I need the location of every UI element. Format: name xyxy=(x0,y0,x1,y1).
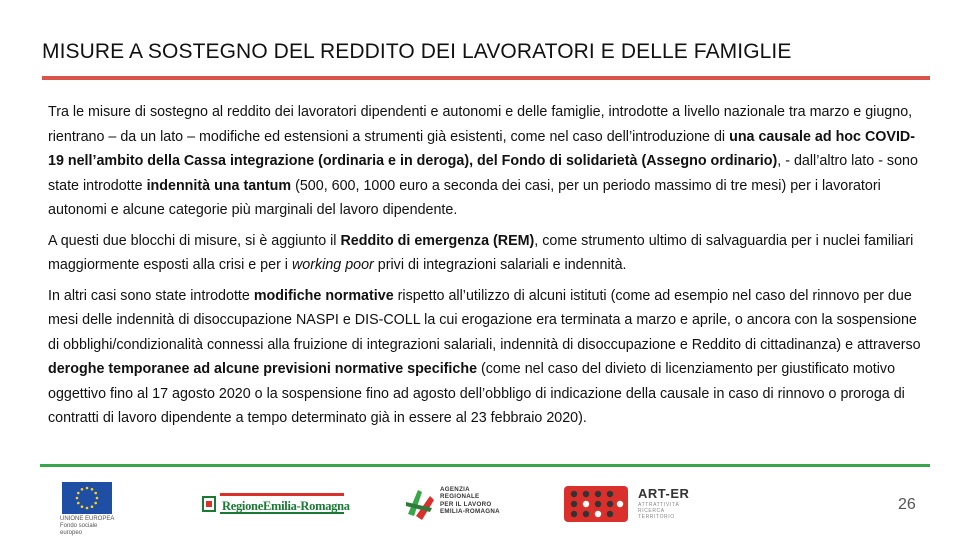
slide-title: MISURE A SOSTEGNO DEL REDDITO DEI LAVORATORI E DELLE FAMIGLIE xyxy=(42,40,792,63)
title-divider xyxy=(42,76,930,80)
agenzia-line: EMILIA-ROMAGNA xyxy=(440,508,500,516)
text-run: Tra le misure di sostegno al reddito dei lavoratori dipendenti e autonomi e delle famiglie, introdotte a livello nazionale tra marzo e giugno, rientrano – da un lato – modifiche ed estensioni a strumenti già esistenti, come nel caso dell’introduzione di xyxy=(48,104,913,145)
text-run: In altri casi sono state introdotte xyxy=(48,287,254,304)
agenzia-line: AGENZIA xyxy=(440,486,470,493)
text-run: , - dall’altro lato - sono state introdotte xyxy=(48,153,918,194)
arter-sub-line: TERRITORIO xyxy=(638,514,675,520)
bold-run: modifiche normative xyxy=(253,287,394,304)
italic-run: working poor xyxy=(291,257,374,273)
arter-sub-line: RICERCA xyxy=(638,508,665,514)
agenzia-line: REGIONALE xyxy=(440,493,480,501)
bold-run: Reddito di emergenza (REM) xyxy=(340,232,535,249)
text-run: (500, 600, 1000 euro a seconda dei casi, per un periodo massimo di tre mesi) per i lavoratori autonomi e alcune categorie più marginali del lavoro dipendente. xyxy=(48,177,881,218)
paragraph-1 xyxy=(48,100,928,223)
text-run: rispetto all’utilizzo di alcuni istituti (come ad esempio nel caso del rinnovo per due mesi delle indennità di disoccupazione NASPI e DIS-COLL la cui erogazione era terminata a marzo e aprile, o ancora con la sospensione di obblighi/condizionalità connessi alla fruizione di integrazioni salariali, indennità di disoccupazione e Reddito di cittadinanza) e attraverso xyxy=(48,287,921,353)
arter-logo-text: ART-ER xyxy=(638,486,690,501)
eu-flag-icon xyxy=(62,482,112,514)
eu-caption: UNIONE EUROPEA Fondo sociale europeo xyxy=(60,516,115,536)
text-run: A questi due blocchi di misure, si è aggiunto il xyxy=(48,232,341,249)
bold-run: indennità una tantum xyxy=(146,177,292,194)
bold-run: una causale ad hoc COVID-19 nell’ambito della Cassa integrazione (ordinaria e in deroga), del Fondo di solidarietà (Assegno ordinario) xyxy=(48,128,916,169)
paragraph-3 xyxy=(48,284,928,431)
text-run: privi di integrazioni salariali e indennità. xyxy=(373,257,627,273)
paragraph-2 xyxy=(48,229,928,278)
body-text xyxy=(48,100,928,437)
text-run: (come nel caso del divieto di licenziamento per giustificato motivo oggettivo fino al 17 agosto 2020 o la sospensione fino ad agosto dell’obbligo di indicazione della causale in caso di rinnovo o proroga di contratti di lavoro dipendente a tempo determinato già in essere al 23 febbraio 2020). xyxy=(48,361,905,426)
agenzia-line: PER IL LAVORO xyxy=(440,500,492,508)
text-run: , come strumento ultimo di salvaguardia per i nuclei familiari maggiormente esposti alla crisi e per i xyxy=(48,232,914,273)
bold-run: deroghe temporanee ad alcune previsioni normative specifiche xyxy=(48,361,478,377)
agenzia-logo-text xyxy=(440,486,500,516)
arter-sub-line: ATTRATTIVITÀ xyxy=(638,502,680,508)
footer-divider xyxy=(40,464,930,467)
arter-logo-subtext xyxy=(638,502,679,520)
regione-logo-text: RegioneEmilia-Romagna xyxy=(222,499,350,513)
page-number: 26 xyxy=(898,496,916,513)
